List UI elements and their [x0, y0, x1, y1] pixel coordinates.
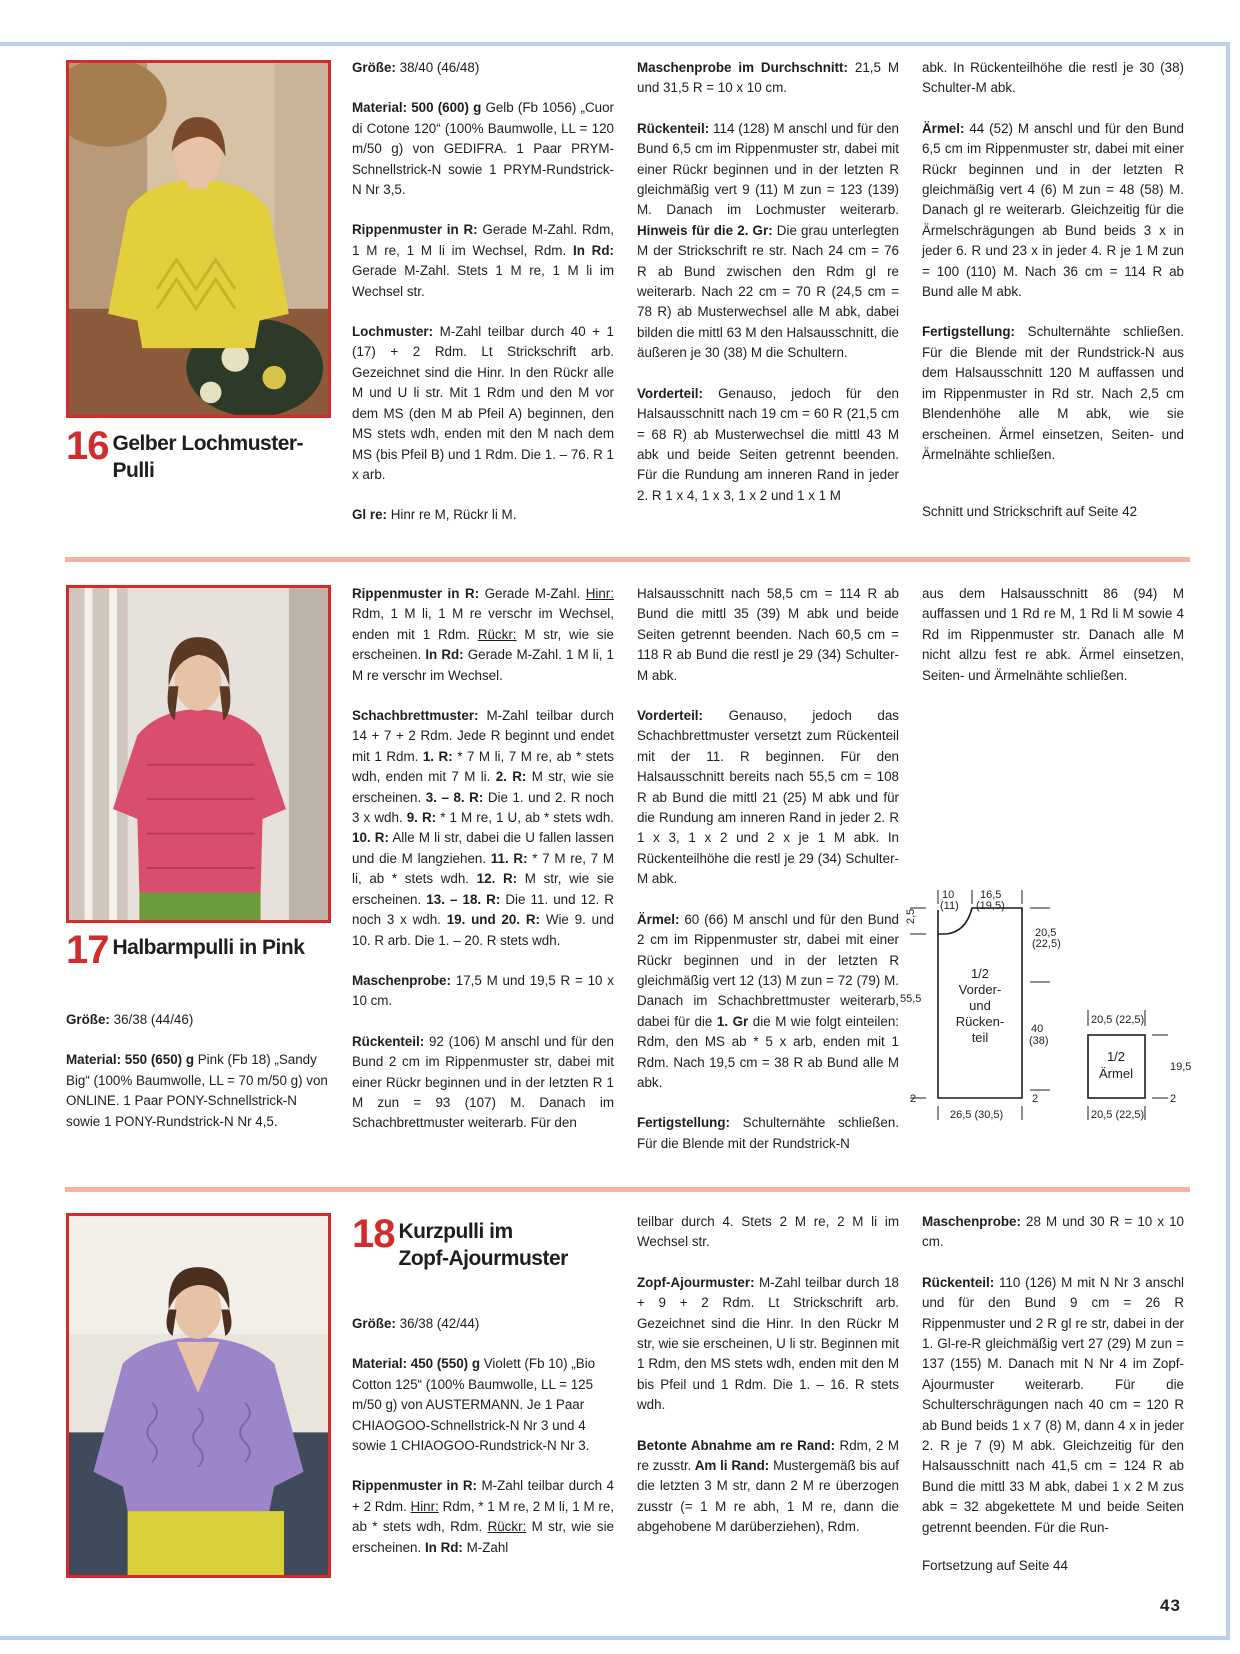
paragraph [66, 1010, 328, 1030]
label: 10. R: [352, 830, 389, 846]
text: M-Zahl teilbar durch 40 + 1 (17) + 2 Rdm. Lt Strickschrift arb. Gezeichnet sind die Hinr. In den Rückr alle M und U li str. Mit 1 Rdm und den M vor dem MS (den M ab Pfeil A) beginnen, den MS stets wdh, enden mit den M nach dem MS (bis Pfeil B) und 1 Rdm. Die 1. – 76. R 1 x arb. [352, 324, 614, 482]
pattern-17-heading [66, 928, 304, 972]
label: Hinweis für die 2. Gr: [637, 222, 773, 238]
text: M str, wie sie erscheinen. [352, 871, 614, 907]
label: Hinr: [585, 586, 614, 601]
text: M-Zahl [462, 1539, 509, 1555]
paragraph [352, 584, 614, 686]
pattern-17-schematic [900, 880, 1210, 1160]
text: Genauso, jedoch für den Halsausschnitt nach 19 cm = 60 R (21,5 cm = 68 R) ab Musterwechsel die mittl 43 M abk und beide Seiten getrennt beenden. Für die Rundung am inneren Rand in jeder 2. R 1 x 4, 1 x 3, 1 x 2 und 1 x 1 M [637, 385, 899, 503]
text: M-Zahl teilbar durch 18 + 9 + 2 Rdm. Lt Strickschrift arb. Gezeichnet sind die Hinr. In den Rückr M str, wie sie erscheinen, U li str. Beginnen mit 1 Rdm, den MS stets wdh, enden mit den M bis Pfeil und 1 Rdm. Die 1. – 16. R stets wdh. [637, 1274, 899, 1413]
paragraph [637, 1273, 899, 1416]
pattern-17-column-3 [922, 584, 1184, 706]
label: 1. R: [418, 748, 453, 764]
text: 44 (52) M anschl und für den Bund 6,5 cm im Rippenmuster str, dabei mit einer Rückr beginnen und in der letzten R gleichmäßig vert 4 (6) M zun = 48 (58) M. Danach gl re weiterarb. Gleichzeitig für die Ärmelschrägungen ab Bund beids 3 x in jeder 6. R und 23 x in jeder 4. R je 1 M zun = 100 (110) M. Nach 36 cm = 114 R ab Bund alle M abk. [922, 120, 1184, 300]
pattern-18-title-line1: Kurzpulli im [398, 1220, 513, 1243]
dim-neck-height: 2,5 [905, 908, 917, 924]
text: die M wie folgt einteilen: Rdm, den MS ab * 5 x arb, enden mit 1 Rdm. Nach 19,5 cm = 38 R ab Bund alle M abk. [637, 1013, 899, 1090]
dim-sleeve-top-width: 20,5 (22,5) [1091, 1014, 1145, 1026]
body-label: teil [971, 1030, 989, 1045]
pattern-16-heading [66, 424, 303, 484]
text: Pink (Fb 18) „Sandy Big“ (100% Baumwolle, LL = 70 m/50 g) von ONLINE. 1 Paar PONY-Schnellstrick-N sowie 1 PONY-Rundstrick-N Nr 4,5. [66, 1052, 328, 1129]
paragraph [352, 505, 614, 525]
text: M-Zahl teilbar durch 14 + 7 + 2 Rdm. Jede R beginnt und endet mit 1 Rdm. [352, 708, 614, 764]
text: 21,5 M und 31,5 R = 10 x 10 cm. [637, 60, 899, 96]
label: Gl re: [352, 507, 387, 523]
body-label: und [969, 998, 991, 1013]
pattern-18-reference: Fortsetzung auf Seite 44 [922, 1558, 1068, 1573]
label: 12. R: [469, 871, 518, 887]
label: Rückenteil: [637, 120, 710, 136]
label: 19. und 20. R: [440, 912, 541, 928]
text: 110 (126) M mit N Nr 3 anschl und für den Bund 9 cm = 26 R Rippenmuster und 2 R gl re str, dabei in der 1. Gl-re-R gleichmäßig vert 27 (29) M zun = 137 (155) M. Danach mit N Nr 4 im Zopf-Ajourmuster weiterarb. Für die Schulterschrägungen nach 40 cm = 120 R ab Bund beids 1 x 7 (8) M, dann 4 x in jeder 2. R je 7 (9) M abk. Gleichzeitig für den Halsausschnitt nach 41,5 cm = 124 R ab Bund die mittl 33 M abk, dabei 1 x 2 M zus abk = 32 abgekettete M und beide Seiten getrennt beenden. Für die Run- [922, 1274, 1184, 1535]
text: Gerade M-Zahl. 1 M li, 1 M re verschr im Wechsel. [352, 647, 614, 683]
text: 92 (106) M anschl und für den Bund 2 cm im Rippenmuster str, dabei mit einer Rückr beginnen und in der letzten R 1 M zun = 93 (107) M. Danach im Schachbrettmuster weiterarb. Für den [352, 1033, 614, 1131]
dim-top-mid-width-alt: (19,5) [976, 900, 1005, 912]
label: Material: 550 (650) g [66, 1052, 195, 1068]
paragraph [637, 1436, 899, 1538]
pattern-16-reference: Schnitt und Strickschrift auf Seite 42 [922, 504, 1138, 519]
paragraph [637, 1212, 899, 1253]
body-label: 1/2 [970, 966, 990, 981]
pattern-17-title: Halbarmpulli in Pink [112, 936, 305, 959]
label: Betonte Abnahme am re Rand: [637, 1437, 836, 1453]
paragraph [637, 910, 899, 1094]
text: Rdm, 2 M re zusstr. [637, 1437, 899, 1474]
page-frame-right [1226, 42, 1230, 1638]
dim-bottom-width: 26,5 (30,5) [950, 1109, 1004, 1121]
paragraph [352, 1354, 614, 1456]
text: 36/38 (44/46) [109, 1012, 194, 1027]
dim-rib-height: 2 [910, 1093, 917, 1105]
label: Rückr: [477, 626, 517, 642]
paragraph [637, 584, 899, 686]
label: Material: 500 (600) g [352, 100, 482, 116]
paragraph [922, 584, 1184, 686]
text: 36/38 (42/44) [395, 1316, 480, 1331]
dim-armhole-height-alt: (22,5) [1032, 938, 1061, 950]
page-frame-bottom [0, 1636, 1230, 1640]
label: Rückenteil: [352, 1033, 425, 1049]
text: Gelb (Fb 1056) „Cuor di Cotone 120“ (100% Baumwolle, LL = 120 m/50 g) von GEDIFRA. 1 Paar PRYM-Schnellstrick-N sowie 1 PRYM-Rundstrick-N Nr 3,5. [352, 100, 614, 198]
dim-top-left-width-alt: (11) [940, 900, 959, 912]
dim-armhole-height: 20,5 [1035, 927, 1057, 939]
schematic-sleeve-dimension-lines [1088, 1010, 1168, 1120]
text: 38/40 (46/48) [395, 60, 480, 75]
paragraph [922, 58, 1184, 99]
page-number: 43 [1160, 1596, 1181, 1615]
text: Halsausschnitt nach 58,5 cm = 114 R ab Bund die mittl 35 (39) M abk und beide Seiten getrennt beenden. Nach 60,5 cm = 118 R ab Bund die restl je 29 (34) Schulter-M abk. [637, 586, 899, 683]
label: Maschenprobe: [352, 972, 451, 988]
pattern-16-title [113, 430, 304, 484]
text: * 7 M re, 7 M li, ab * stets wdh. [352, 850, 614, 887]
paragraph [922, 1212, 1184, 1253]
label: 13. – 18. R: [421, 891, 501, 907]
pattern-18-column-2 [637, 1212, 899, 1558]
text: Gerade M-Zahl. Stets 1 M re, 1 M li im Wechsel str. [352, 263, 614, 299]
text: Hinr re M, Rückr li M. [386, 507, 517, 523]
text: M str, wie sie erscheinen. [352, 769, 614, 805]
dim-sleeve-height: 19,5 [1170, 1061, 1192, 1073]
label: Größe: [66, 1012, 110, 1027]
label: 11. R: [486, 850, 528, 866]
photo-yellow-sweater-illustration [69, 63, 328, 415]
paragraph [352, 1032, 614, 1134]
paragraph [637, 119, 899, 364]
label: Ärmel: [922, 120, 965, 136]
sleeve-label: Ärmel [1099, 1066, 1133, 1081]
pattern-17-column-2 [637, 584, 899, 1174]
dim-top-mid-width: 16,5 [980, 889, 1002, 901]
text: 28 M und 30 R = 10 x 10 cm. [922, 1214, 1184, 1250]
text: Die grau unterlegten M der Strickschrift re str. Nach 24 cm = 76 R ab Bund zwischen den Rdm gl re weiterarb. Nach 22 cm = 70 R (24,5 cm = 78 R) ab Musterwechsel alle M abk, dabei bilden die mittl 63 M den Halsausschnitt, die äußeren je 30 (38) M die Schultern. [637, 222, 900, 361]
text: teilbar durch 4. Stets 2 M re, 2 M li im Wechsel str. [637, 1214, 899, 1250]
text: Die 11. und 12. R noch 3 x wdh. [352, 891, 614, 928]
label: Maschenprobe im Durchschnitt: [637, 60, 848, 75]
label: In Rd: [421, 1539, 463, 1555]
paragraph [352, 98, 614, 200]
label: 1. Gr [712, 1013, 749, 1029]
paragraph [637, 384, 899, 506]
text: 17,5 M und 19,5 R = 10 x 10 cm. [352, 972, 614, 1009]
pattern-17-column-1 [352, 584, 614, 1154]
pattern-18-column-1 [352, 1314, 614, 1578]
dim-rib-height: 2 [1032, 1093, 1039, 1105]
pattern-16-title-line2: Pulli [112, 459, 155, 482]
text: aus dem Halsausschnitt 86 (94) M auffassen und 1 Rd re M, 1 Rd li M sowie 4 Rd im Rippenmuster str. Danach alle M nicht allzu fest re abk. Ärmel einsetzen, Seiten- und Ärmelnähte schließen. [922, 586, 1184, 683]
pattern-18-title [399, 1218, 568, 1272]
text: Gerade M-Zahl. Rdm, 1 M re, 1 M li im Wechsel, Rdm. [352, 222, 615, 258]
photo-violet-sweater [66, 1213, 331, 1578]
paragraph [352, 220, 614, 302]
label: Rippenmuster in R: [352, 586, 480, 601]
label: Am li Rand: [691, 1458, 770, 1474]
label: In Rd: [566, 242, 614, 258]
label: Vorderteil: [637, 708, 703, 724]
dim-side-height-alt: (38) [1029, 1035, 1049, 1047]
paragraph [66, 1050, 328, 1132]
body-label: Vorder- [958, 982, 1002, 997]
label: Vorderteil: [637, 385, 703, 401]
pattern-16-column-1 [352, 58, 614, 546]
label: Rückenteil: [922, 1274, 995, 1290]
label: Lochmuster: [352, 324, 434, 340]
paragraph [922, 1273, 1184, 1538]
body-label: Rücken- [955, 1014, 1005, 1029]
text: * 1 M re, 1 U, ab * stets wdh. [436, 810, 614, 826]
text: Genauso, jedoch das Schachbrettmuster versetzt zum Rückenteil mit der 11. R beginnen. Für den Halsausschnitt bereits nach 55,5 cm = 108 R ab Bund die mittl 21 (25) M abk und für die Rundung am inneren Rand in jeder 2. R 1 x 3, 1 x 2 und 2 x je 1 M abk. In Rückenteilhöhe die restl je 29 (34) Schulter-M abk. [637, 708, 899, 887]
dim-sleeve-rib: 2 [1170, 1093, 1177, 1105]
photo-pink-sweater-illustration [69, 588, 328, 920]
label: 3. – 8. R: [421, 789, 484, 805]
paragraph [352, 58, 614, 78]
text: * 7 M li, 7 M re, ab * stets wdh, enden mit 7 M li. [352, 748, 614, 785]
photo-violet-sweater-illustration [69, 1216, 328, 1575]
text: Alle M li str, dabei die U fallen lassen und die M langziehen. [352, 830, 614, 866]
pattern-16-number: 16 [66, 424, 109, 468]
text: Violett (Fb 10) „Bio Cotton 125“ (100% Baumwolle, LL = 125 m/50 g) von AUSTERMANN. Je 1 Paar CHIAOGOO-Schnellstrick-N Nr 3 und 4 sowie 1 CHIAOGOO-Rundstrick-N Nr 3. [352, 1356, 596, 1454]
text: 60 (66) M anschl und für den Bund 2 cm im Rippenmuster str, dabei mit einer Rückr beginnen und in der letzten R gleichmäßig vert 12 (13) M zun = 72 (79) M. Danach im Schachbrettmuster weiterarb, dabei für die [637, 911, 899, 1029]
pattern-16-column-3 [922, 58, 1184, 485]
paragraph [922, 322, 1184, 465]
page-frame-top [0, 42, 1228, 46]
dim-total-height: 55,5 [900, 993, 922, 1005]
label: Hinr: [410, 1498, 439, 1514]
pattern-18-number: 18 [352, 1212, 395, 1256]
label: Rippenmuster in R: [352, 222, 478, 238]
label: Fertigstellung: [922, 324, 1015, 340]
photo-yellow-sweater [66, 60, 331, 418]
pattern-18-title-line2: Zopf-Ajourmuster [398, 1247, 568, 1270]
paragraph [922, 119, 1184, 303]
sleeve-label: 1/2 [1106, 1049, 1126, 1064]
text: Rdm, 1 M li, 1 M re verschr im Wechsel, enden mit 1 Rdm. [352, 606, 614, 642]
dim-top-left-width: 10 [942, 889, 955, 901]
paragraph [637, 1113, 899, 1154]
label: Ärmel: [637, 911, 680, 927]
label: 9. R: [402, 810, 437, 826]
text: M str, wie sie erscheinen. [352, 626, 615, 663]
text: M-Zahl teilbar durch 4 + 2 Rdm. [352, 1478, 614, 1514]
paragraph [637, 58, 899, 99]
text: Die 1. und 2. R noch 3 x wdh. [352, 789, 614, 826]
label: Maschenprobe: [922, 1214, 1021, 1229]
paragraph [352, 971, 614, 1012]
paragraph [352, 1314, 614, 1334]
pattern-18-heading [352, 1212, 568, 1272]
label: Material: 450 (550) g [352, 1356, 481, 1372]
text: Schulternähte schließen. Für die Blende mit der Rundstrick-N aus dem Halsausschnitt 120 M auffassen und im Rippenmuster in Rd str. Nach 2,5 cm Blendenhöhe alle M abk, wie sie erscheinen. Ärmel einsetzen, Seiten- und Ärmelnähte schließen. [922, 324, 1184, 462]
pattern-17-intro [66, 1010, 328, 1152]
paragraph [352, 1476, 614, 1558]
label: 2. R: [490, 769, 527, 785]
photo-pink-sweater [66, 585, 331, 923]
text: M str, wie sie erscheinen. [352, 1519, 614, 1555]
text: 114 (128) M anschl und für den Bund 6,5 cm im Rippenmuster str, dabei mit einer Rückr beginnen und in der letzten R gleichmäßig vert 9 (11) M zun = 123 (139) M. Danach im Lochmuster weiterarb. [637, 120, 899, 218]
section-divider [65, 1187, 1190, 1192]
label: In Rd: [421, 647, 464, 663]
paragraph [637, 706, 899, 890]
text: Mustergemäß bis auf die letzten 3 M str, dann 2 M re überzogen zusstr (= 1 M re abh, 1 M re, dann die abgehobene M darüberziehen), Rdm. [637, 1458, 899, 1535]
text: Gerade M-Zahl. [479, 586, 581, 601]
paragraph [352, 706, 614, 951]
label: Schachbrettmuster: [352, 708, 479, 724]
pattern-17-number: 17 [66, 928, 109, 972]
dim-sleeve-bottom-width: 20,5 (22,5) [1091, 1109, 1145, 1121]
pattern-18-column-3 [922, 1212, 1184, 1558]
label: Fertigstellung: [637, 1115, 730, 1131]
section-divider [65, 557, 1190, 562]
dim-side-height: 40 [1031, 1023, 1044, 1035]
label: Größe: [352, 1316, 396, 1331]
pattern-16-title-line1: Gelber Lochmuster- [112, 432, 304, 455]
text: Wie 9. und 10. R arb. Die 1. – 20. R stets wdh. [352, 912, 615, 948]
pattern-16-column-2 [637, 58, 899, 526]
label: Rückr: [487, 1519, 527, 1535]
paragraph [352, 322, 614, 485]
label: Rippenmuster in R: [352, 1478, 478, 1494]
label: Größe: [352, 60, 396, 75]
label: Zopf-Ajourmuster: [637, 1274, 755, 1290]
text: Schulternähte schließen. Für die Blende mit der Rundstrick-N [637, 1115, 899, 1151]
text: abk. In Rückenteilhöhe die restl je 30 (38) Schulter-M abk. [922, 60, 1184, 96]
text: Rdm, * 1 M re, 2 M li, 1 M re, ab * stets wdh, Rdm. [352, 1498, 615, 1535]
